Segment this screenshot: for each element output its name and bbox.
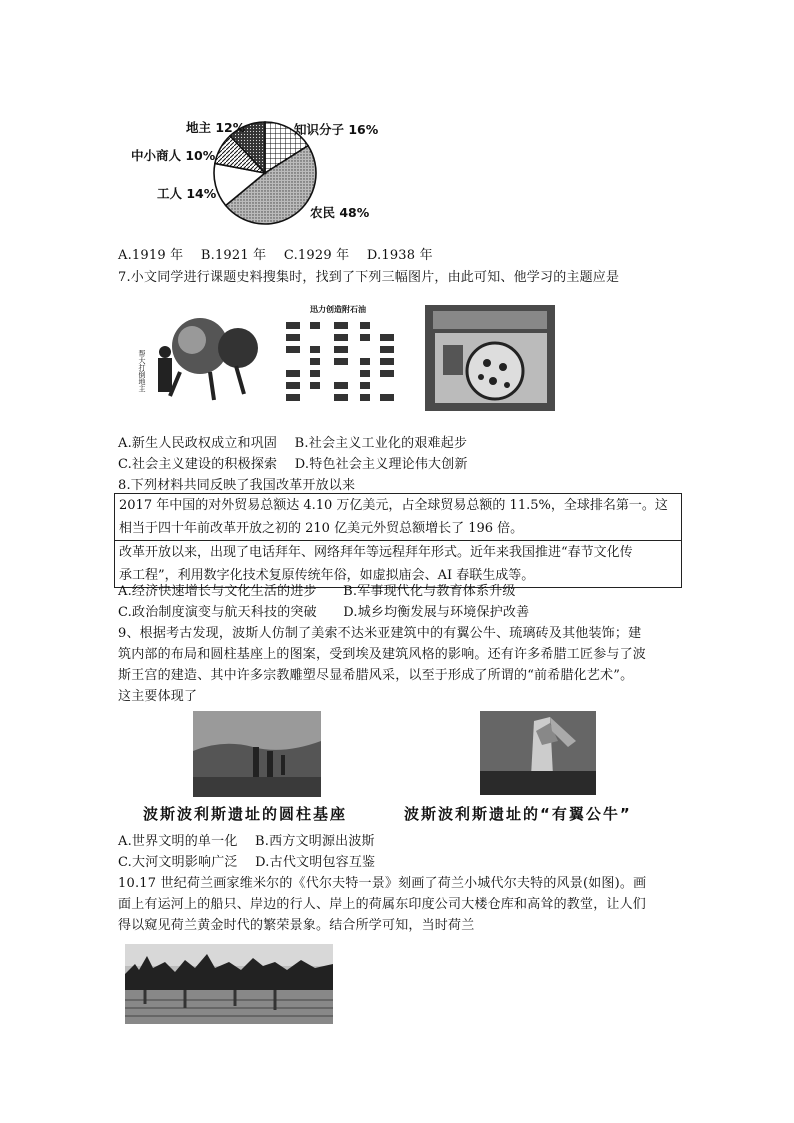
q6-options: A.1919 年 B.1921 年 C.1929 年 D.1938 年	[118, 248, 433, 263]
q7-image-1-caption: 帮大打倒地主	[138, 350, 146, 392]
q7-options-cd: C.社会主义建设的积极探索 D.特色社会主义理论伟大创新	[118, 457, 468, 472]
q7-image-2-title: 迅力创造附石油	[310, 304, 366, 314]
q8-options-ab: A.经济快速增长与文化生活的进步 B.军事现代化与教育体系升级	[118, 584, 516, 599]
q10-line-2: 面上有运河上的船只、岸边的行人、岸上的荷属东印度公司大楼仓库和高耸的教堂，让人们	[118, 897, 647, 912]
q9-photo-winged-bull	[480, 711, 596, 795]
q7-image-3	[425, 305, 555, 411]
q7-stem: 7.小文同学进行课题史料搜集时，找到了下列三幅图片，由此可知、他学习的主题应是	[118, 270, 620, 285]
q10-painting-view-of-delft	[125, 944, 333, 1024]
q9-caption-column-base: 波斯波利斯遗址的圆柱基座	[143, 805, 348, 823]
q9-options-cd: C.大河文明影响广泛 D.古代文明包容互鉴	[118, 855, 376, 870]
pie-label-merchants: 中小商人 10%	[131, 148, 216, 163]
q8-material-1-line-1: 2017 年中国的对外贸易总额达 4.10 万亿美元，占全球贸易总额的 11.5%，全球排名第一。这	[119, 498, 668, 513]
q8-material-1-line-2: 相当于四十年前改革开放之初的 210 亿美元外贸总额增长了 196 倍。	[119, 521, 524, 536]
q9-line-2: 筑内部的布局和圆柱基座上的图案，受到埃及建筑风格的影响。还有许多希腊工匠参与了波	[118, 647, 647, 662]
q10-line-3: 得以窥见荷兰黄金时代的繁荣景象。结合所学可知，当时荷兰	[118, 918, 475, 933]
q9-line-1: 9、根据考古发现，波斯人仿制了美索不达米亚建筑中的有翼公牛、琉璃砖及其他装饰；建	[118, 626, 642, 641]
pie-label-workers: 工人 14%	[157, 186, 217, 201]
q8-material-box	[114, 493, 682, 588]
q9-caption-winged-bull: 波斯波利斯遗址的“有翼公牛”	[404, 805, 632, 823]
pie-label-peasants: 农民 48%	[310, 205, 370, 220]
q8-material-2-line-2: 承工程”，利用数字化技术复原传统年俗，如虚拟庙会、AI 春联生成等。	[119, 568, 535, 583]
pie-label-landlord: 地主 12%	[186, 120, 246, 135]
q8-stem: 8.下列材料共同反映了我国改革开放以来	[118, 478, 356, 493]
q7-image-1	[140, 304, 268, 410]
q9-line-3: 斯王宫的建造、其中许多宗教雕塑尽显希腊风采，以至于形成了所谓的“前希腊化艺术”。	[118, 668, 634, 683]
q9-options-ab: A.世界文明的单一化 B.西方文明源出波斯	[118, 834, 375, 849]
q8-material-2-line-1: 改革开放以来，出现了电话拜年、网络拜年等远程拜年形式。近年来我国推进“春节文化传	[115, 540, 681, 564]
q9-photo-column-base	[193, 711, 321, 797]
q7-image-2	[280, 304, 400, 408]
q7-options-ab: A.新生人民政权成立和巩固 B.社会主义工业化的艰难起步	[118, 436, 468, 451]
q8-options-cd: C.政治制度演变与航天科技的突破 D.城乡均衡发展与环境保护改善	[118, 605, 530, 620]
q9-line-4: 这主要体现了	[118, 689, 198, 704]
pie-label-intellectuals: 知识分子 16%	[294, 122, 379, 137]
q10-line-1: 10.17 世纪荷兰画家维米尔的《代尔夫特一景》刻画了荷兰小城代尔夫特的风景(如图)。画	[118, 876, 647, 891]
